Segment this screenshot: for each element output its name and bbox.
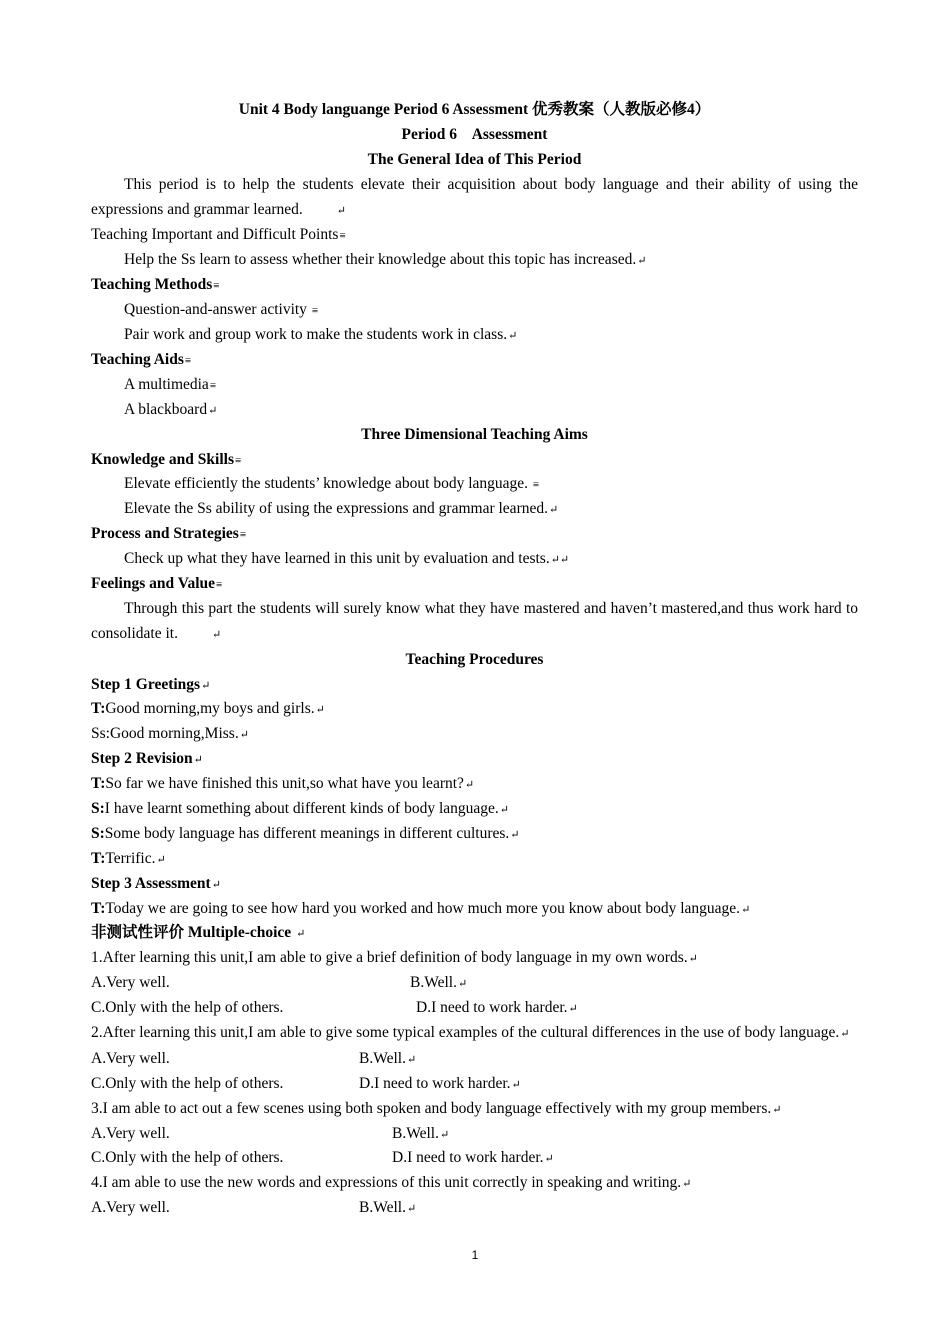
dialog-text: Terrific. (105, 849, 156, 867)
step3-heading: Step 3 Assessment (91, 874, 211, 892)
option-c: C.Only with the help of others. (91, 1149, 284, 1167)
option-row (91, 1146, 858, 1171)
important-points-label-line (91, 223, 858, 248)
dialog-line (91, 822, 858, 847)
paragraph-mark-icon: ↵ (464, 779, 475, 792)
paragraph-mark-icon: ↵ (544, 1153, 554, 1166)
knowledge-text: Elevate the Ss ability of using the expressions and grammar learned. (124, 500, 548, 518)
option-d-wrap (392, 1146, 554, 1172)
methods-label-line (91, 273, 858, 298)
option-d: D.I need to work harder. (416, 999, 568, 1017)
option-b-wrap (392, 1122, 449, 1148)
paragraph-mark-icon: ↵ (772, 1103, 782, 1116)
knowledge-label-line (91, 448, 858, 473)
paragraph-mark-icon: ↵ (439, 1128, 450, 1141)
general-idea-text: This period is to help the students elevate their acquisition about body language and their ability of using the expressions and grammar learned. (91, 175, 858, 218)
paragraph-mark-icon: ↵ (499, 804, 510, 816)
option-a: A.Very well. (91, 1124, 170, 1142)
option-b-wrap (359, 1047, 416, 1073)
line-break-icon: ≡ (311, 305, 319, 318)
question-line (91, 1021, 858, 1047)
line-break-icon: ≡ (532, 479, 540, 492)
speaker-label: T: (91, 849, 106, 867)
aid-item (91, 373, 858, 398)
dialog-line (91, 697, 858, 722)
feelings-label-line (91, 572, 858, 597)
paragraph-mark-icon: ↵ (211, 628, 222, 641)
paragraph-mark-icon: ↵ (193, 754, 203, 767)
option-row (91, 971, 858, 996)
step2-heading: Step 2 Revision (91, 750, 193, 768)
aid-text: A blackboard (124, 400, 208, 418)
paragraph-mark-icon: ↵ (840, 1028, 850, 1041)
knowledge-label: Knowledge and Skills (91, 450, 234, 468)
paragraph-mark-icon: ↵ (315, 704, 325, 717)
step1-heading-line (91, 673, 858, 698)
paragraph-mark-icon: ↵ (296, 928, 306, 941)
dialog-text: I have learnt something about different kinds of body language. (104, 800, 499, 817)
aids-label-line (91, 348, 858, 373)
speaker-label: T: (91, 899, 106, 917)
paragraph-mark-icon: ↵ (406, 1203, 417, 1216)
option-a: A.Very well. (91, 1049, 170, 1067)
general-idea-paragraph (91, 173, 858, 224)
step2-heading-line (91, 747, 858, 772)
line-break-icon: ≡ (209, 379, 217, 392)
paragraph-mark-icon: ↵↵ (550, 554, 570, 567)
line-break-icon: ≡ (213, 280, 220, 293)
procedures-heading: Teaching Procedures (405, 650, 544, 668)
dialog-line (91, 722, 858, 747)
line-break-icon: ≡ (216, 578, 223, 591)
paragraph-mark-icon: ↵ (201, 679, 211, 692)
document-title: Unit 4 Body languange Period 6 Assessment 优秀教案（人教版必修4） (238, 101, 711, 118)
aid-item (91, 398, 858, 423)
dialog-line (91, 847, 858, 872)
feelings-paragraph (91, 597, 858, 648)
process-text: Check up what they have learned in this unit by evaluation and tests. (124, 550, 550, 568)
paragraph-mark-icon: ↵ (457, 978, 468, 991)
process-label: Process and Strategies (91, 525, 239, 543)
paragraph-mark-icon: ↵ (156, 853, 166, 866)
paragraph-mark-icon: ↵ (682, 1178, 692, 1191)
aid-text: A multimedia (124, 375, 209, 393)
question-text: 1.After learning this unit,I am able to give a brief definition of body language in my own words. (91, 949, 688, 967)
line-break-icon: ≡ (339, 230, 346, 243)
process-line (91, 547, 858, 572)
paragraph-mark-icon: ↵ (406, 1053, 417, 1066)
process-label-line (91, 522, 858, 547)
line-break-icon: ≡ (184, 354, 192, 367)
dialog-line (91, 897, 858, 922)
speaker-label: T: (91, 700, 106, 718)
question-text: 4.I am able to use the new words and expressions of this unit correctly in speaking and writing. (91, 1174, 682, 1192)
page-number: 1 (471, 1248, 479, 1262)
aids-label: Teaching Aids (91, 350, 184, 368)
paragraph-mark-icon: ↵ (508, 330, 518, 343)
method-item (91, 298, 858, 323)
line-break-icon: ≡ (239, 529, 247, 542)
step3-heading-line (91, 872, 858, 897)
dialog-text: Today we are going to see how hard you worked and how much more you know about body language. (105, 899, 741, 917)
dialog-line (91, 772, 858, 797)
line-break-icon: ≡ (235, 454, 242, 467)
dialog-line (91, 797, 858, 822)
question-line (91, 1097, 858, 1122)
paragraph-mark-icon: ↵ (510, 828, 520, 841)
option-b: B.Well. (359, 1199, 406, 1217)
option-d-wrap (359, 1072, 521, 1098)
important-points-line (91, 248, 858, 273)
option-b-wrap (359, 1196, 416, 1222)
document-body (91, 98, 858, 1221)
method-text: Pair work and group work to make the students work in class. (124, 326, 508, 344)
option-row (91, 1122, 858, 1147)
option-b: B.Well. (359, 1049, 406, 1067)
paragraph-mark-icon: ↵ (568, 1003, 578, 1016)
paragraph-mark-icon: ↵ (208, 404, 218, 417)
important-points-text: Help the Ss learn to assess whether their knowledge about this topic has increased. (124, 251, 637, 269)
option-d: D.I need to work harder. (392, 1149, 544, 1167)
knowledge-item (91, 472, 858, 497)
paragraph-mark-icon: ↵ (336, 204, 346, 217)
aims-heading: Three Dimensional Teaching Aims (361, 425, 588, 443)
step1-heading: Step 1 Greetings (91, 675, 201, 693)
option-c: C.Only with the help of others. (91, 1074, 284, 1092)
question-line (91, 1171, 858, 1196)
option-d: D.I need to work harder. (359, 1074, 511, 1092)
dialog-text: Good morning,my boys and girls. (105, 700, 315, 718)
paragraph-mark-icon: ↵ (211, 878, 221, 891)
dialog-text: So far we have finished this unit,so what have you learnt? (105, 775, 464, 793)
option-a: A.Very well. (91, 1199, 170, 1217)
paragraph-mark-icon: ↵ (637, 255, 647, 268)
question-text: 2.After learning this unit,I am able to give some typical examples of the cultural differences in the use of body language. (91, 1024, 840, 1042)
option-row (91, 1196, 858, 1221)
general-idea-heading: The General Idea of This Period (367, 150, 582, 168)
option-c: C.Only with the help of others. (91, 999, 284, 1017)
important-points-label: Teaching Important and Difficult Points (91, 226, 339, 244)
option-b: B.Well. (410, 974, 457, 992)
speaker-label: S: (91, 824, 105, 842)
option-b-wrap (410, 971, 467, 997)
paragraph-mark-icon: ↵ (741, 903, 751, 916)
method-item (91, 323, 858, 348)
method-text: Question-and-answer activity (124, 301, 311, 319)
option-d-wrap (416, 996, 578, 1022)
dialog-text: Good morning,Miss. (109, 725, 239, 743)
dialog-text: Some body language has different meanings in different cultures. (104, 824, 510, 842)
choice-heading-line (91, 921, 858, 946)
option-row (91, 1047, 858, 1072)
paragraph-mark-icon: ↵ (688, 953, 698, 966)
speaker-label: S: (91, 800, 105, 817)
choice-heading: 非测试性评价 Multiple-choice (91, 924, 296, 942)
question-text: 3.I am able to act out a few scenes using both spoken and body language effectively with my group members. (91, 1099, 772, 1117)
option-row (91, 996, 858, 1021)
option-row (91, 1072, 858, 1097)
paragraph-mark-icon: ↵ (511, 1078, 521, 1091)
methods-label: Teaching Methods (91, 276, 213, 294)
knowledge-text: Elevate efficiently the students’ knowledge about body language. (124, 475, 532, 493)
paragraph-mark-icon: ↵ (548, 504, 559, 517)
period-subtitle: Period 6 Assessment (401, 125, 548, 143)
feelings-label: Feelings and Value (91, 574, 216, 592)
option-a: A.Very well. (91, 974, 170, 992)
option-b: B.Well. (392, 1124, 439, 1142)
question-line (91, 946, 858, 971)
speaker-label: T: (91, 775, 106, 793)
paragraph-mark-icon: ↵ (239, 729, 249, 742)
speaker-label: Ss: (91, 725, 110, 743)
knowledge-item (91, 497, 858, 522)
feelings-text: Through this part the students will surely know what they have mastered and haven’t mastered,and thus work hard to consolidate it. (91, 599, 858, 642)
